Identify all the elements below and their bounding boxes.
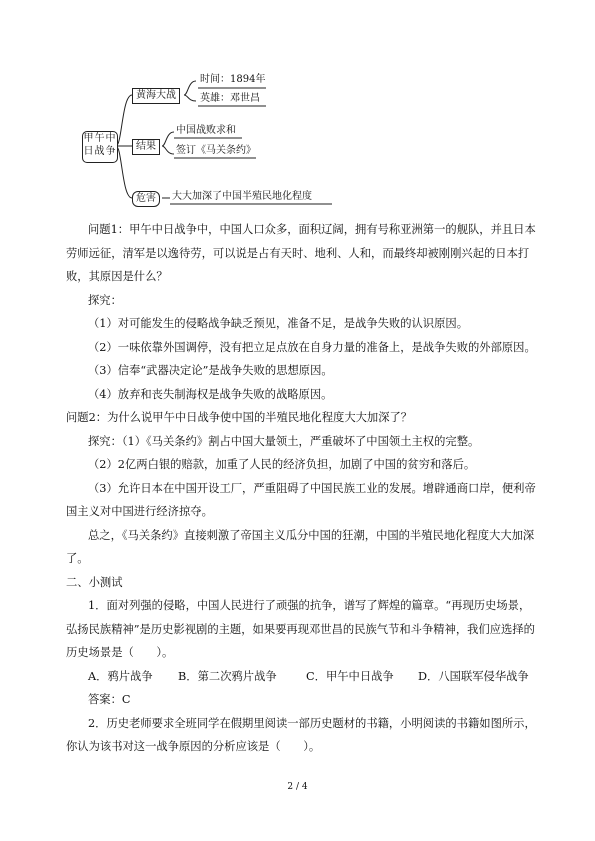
branch1-detail-time: 时间：1894年 [200,74,266,85]
branch-label: 危害 [136,193,156,204]
branch-result [132,139,160,155]
mind-map-root-label: 甲午中 日战争 [83,133,117,157]
explore-impact-1: 探究：（1）《马关条约》割占中国大量领土，严重破坏了中国领土主权的完整。 [88,434,480,448]
branch2-detail-defeat: 中国战败求和 [176,125,236,136]
quiz-question-2: 2．历史老师要求全班同学在假期里阅读一部历史题材的书籍，小明阅读的书籍如图所示，你认为该书对这一战争原因的分析应该是（ ）。 [66,716,536,753]
body-text [66,218,536,759]
section-heading-quiz: 二、小测试 [66,575,123,589]
choice-c: C．甲午中日战争 [306,669,394,683]
choice-a: A．鸦片战争 [88,669,153,683]
branch-yellow-sea-battle [132,88,180,104]
question-2: 问题2：为什么说甲午中日战争使中国的半殖民地化程度大大加深了？ [66,411,413,424]
explore-impact-3: （3）允许日本在中国开设工厂，严重阻碍了中国民族工业的发展。增辟通商口岸，便利帝国主义对中国进行经济掠夺。 [66,481,536,518]
branch1-detail-hero: 英雄：邓世昌 [200,93,260,104]
branch-label: 黄海大战 [136,90,176,101]
mind-map-diagram [70,68,370,213]
page-number: 2 / 4 [287,782,308,792]
reason-3: （3）信奉“武器决定论”是战争失败的思想原因。 [88,364,333,377]
explore-impact-2: （2）2亿两白银的赔款，加重了人民的经济负担，加剧了中国的贫穷和落后。 [88,458,476,471]
branch-label: 结果 [136,141,156,152]
reason-1: （1）对可能发生的侵略战争缺乏预见，准备不足，是战争失败的认识原因。 [88,317,468,330]
branch2-detail-treaty: 签订《马关条约》 [176,145,256,156]
question-1: 问题1：甲午中日战争中，中国人口众多，面积辽阔，拥有号称亚洲第一的舰队，并且日本劳师远征，清军是以逸待劳，可以说是占有天时、地利、人和，而最终却被刚刚兴起的日本打败，其原因是什么？ [66,223,536,283]
choice-b: B．第二次鸦片战争 [178,669,277,683]
reason-4: （4）放弃和丧失制海权是战争失败的战略原因。 [88,387,333,401]
branch-harm [132,191,160,207]
conclusion: 总之，《马关条约》直接刺激了帝国主义瓜分中国的狂潮，中国的半殖民地化程度大大加深了。 [66,528,535,565]
reason-2: （2）一味依靠外国调停，没有把立足点放在自身力量的准备上，是战争失败的外部原因。 [88,340,536,354]
quiz-choices [66,665,536,689]
explore-label-1: 探究： [88,293,122,307]
choice-d: D．八国联军侵华战争 [418,669,529,683]
quiz-answer: 答案：C [88,693,131,706]
quiz-question-1: 1．面对列强的侵略，中国人民进行了顽强的抗争，谱写了辉煌的篇章。“再现历史场景，弘扬民族精神”是历史影视剧的主题，如果要再现邓世昌的民族气节和斗争精神，我们应选择的历史场景是（ ）。 [66,599,535,659]
mind-map-root [82,131,118,163]
branch3-detail: 大大加深了中国半殖民地化程度 [172,191,312,202]
